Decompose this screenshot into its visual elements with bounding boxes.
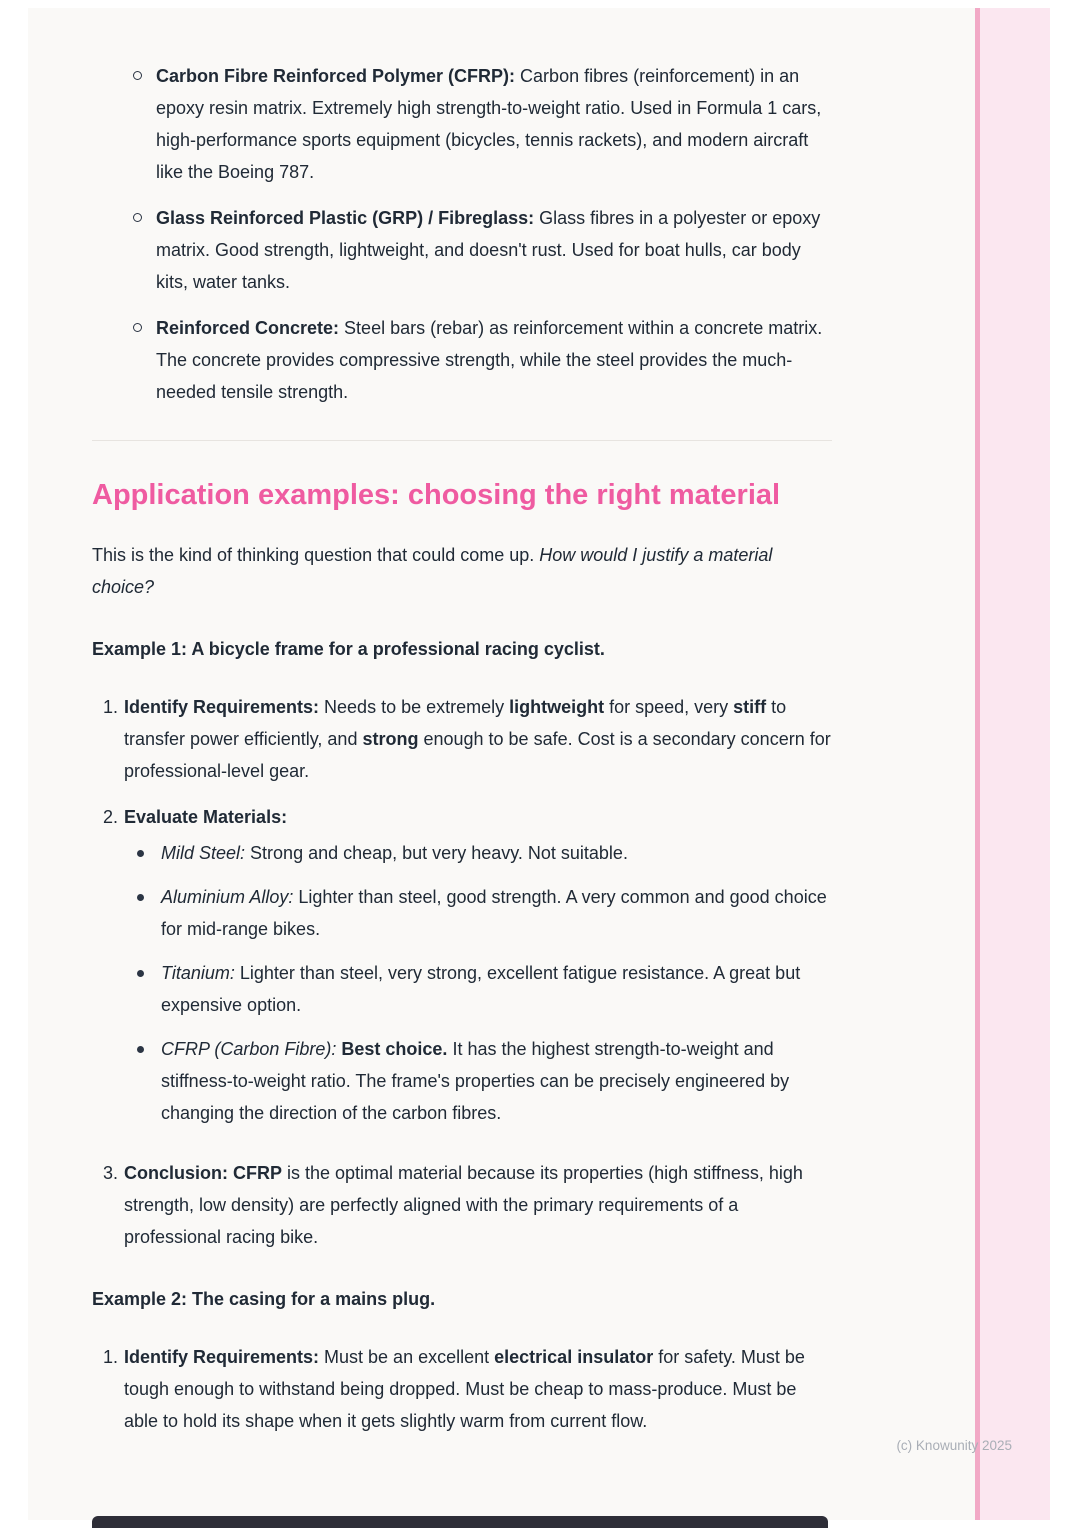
copyright-watermark: (c) Knowunity 2025: [896, 1438, 1012, 1453]
list-item-text: Carbon Fibre Reinforced Polymer (CFRP): Carbon fibres (reinforcement) in an epoxy resin matrix. Extremely high strength-to-weight ratio. Used in Formula 1 cars, high-performance sports equipment (bicycles, tennis rackets), and modern aircraft like the Boeing 787.: [156, 66, 822, 182]
list-item-text: Titanium: Lighter than steel, very strong, excellent fatigue resistance. A great but expensive option.: [161, 963, 801, 1015]
step-content: Identify Requirements: Needs to be extremely lightweight for speed, very stiff to transfer power efficiently, and strong enough to be safe. Cost is a secondary concern for professional-level gear.: [124, 697, 831, 781]
dot-bullet-icon: [137, 970, 144, 977]
intro-paragraph: This is the kind of thinking question that could come up. How would I justify a material choice?: [92, 545, 773, 597]
example2-steps: [92, 1341, 832, 1437]
dot-bullet-icon: [137, 894, 144, 901]
page-margin-band: [980, 8, 1050, 1520]
example1-steps: [92, 691, 832, 1253]
circle-bullet-icon: [133, 71, 142, 80]
step-content: [124, 801, 832, 1141]
numbered-step: [103, 691, 832, 787]
list-item-text: Mild Steel: Strong and cheap, but very heavy. Not suitable.: [161, 843, 628, 863]
list-item: [137, 837, 832, 869]
section-divider: [92, 440, 832, 441]
list-item: [137, 881, 832, 945]
circle-bullet-icon: [133, 323, 142, 332]
next-section-preview: [92, 1516, 828, 1528]
step-number: 1.: [103, 1347, 119, 1367]
list-item-text: Aluminium Alloy: Lighter than steel, good strength. A very common and good choice for mid-range bikes.: [161, 887, 827, 939]
example1-title: Example 1: A bicycle frame for a professional racing cyclist.: [92, 639, 605, 659]
list-item-text: Glass Reinforced Plastic (GRP) / Fibreglass: Glass fibres in a polyester or epoxy matrix. Good strength, lightweight, and doesn't rust. Used for boat hulls, car body kits, water tanks.: [156, 208, 821, 292]
numbered-step: [103, 801, 832, 1141]
step-number: 2.: [103, 807, 119, 827]
section-heading: Application examples: choosing the right material: [92, 479, 781, 511]
step-content: Conclusion: CFRP is the optimal material because its properties (high stiffness, high strength, low density) are perfectly aligned with the primary requirements of a professional racing bike.: [124, 1163, 803, 1247]
list-item: [137, 957, 832, 1021]
step-number: 1.: [103, 697, 119, 717]
circle-bullet-icon: [133, 213, 142, 222]
dot-bullet-icon: [137, 850, 144, 857]
list-item: [137, 1033, 832, 1129]
numbered-step: [103, 1157, 832, 1253]
step-heading-text: Evaluate Materials:: [124, 807, 288, 827]
step-number: 3.: [103, 1163, 119, 1183]
document-content: [92, 60, 832, 1451]
composite-examples-list: [92, 60, 832, 408]
step-content: Identify Requirements: Must be an excellent electrical insulator for safety. Must be tough enough to withstand being dropped. Must be cheap to mass-produce. Must be able to hold its shape when it gets slightly warm from current flow.: [124, 1347, 805, 1431]
list-item: [133, 312, 832, 408]
page-accent-stripe: [975, 8, 980, 1520]
list-item-text: CFRP (Carbon Fibre): Best choice. It has the highest strength-to-weight and stiffness-to-weight ratio. The frame's properties can be precisely engineered by changing the direction of the carbon fibres.: [161, 1039, 790, 1123]
materials-list: [124, 837, 832, 1129]
list-item: [133, 60, 832, 188]
list-item: [133, 202, 832, 298]
example2-title: Example 2: The casing for a mains plug.: [92, 1289, 436, 1309]
numbered-step: [103, 1341, 832, 1437]
list-item-text: Reinforced Concrete: Steel bars (rebar) as reinforcement within a concrete matrix. The concrete provides compressive strength, while the steel provides the much-needed tensile strength.: [156, 318, 823, 402]
dot-bullet-icon: [137, 1046, 144, 1053]
